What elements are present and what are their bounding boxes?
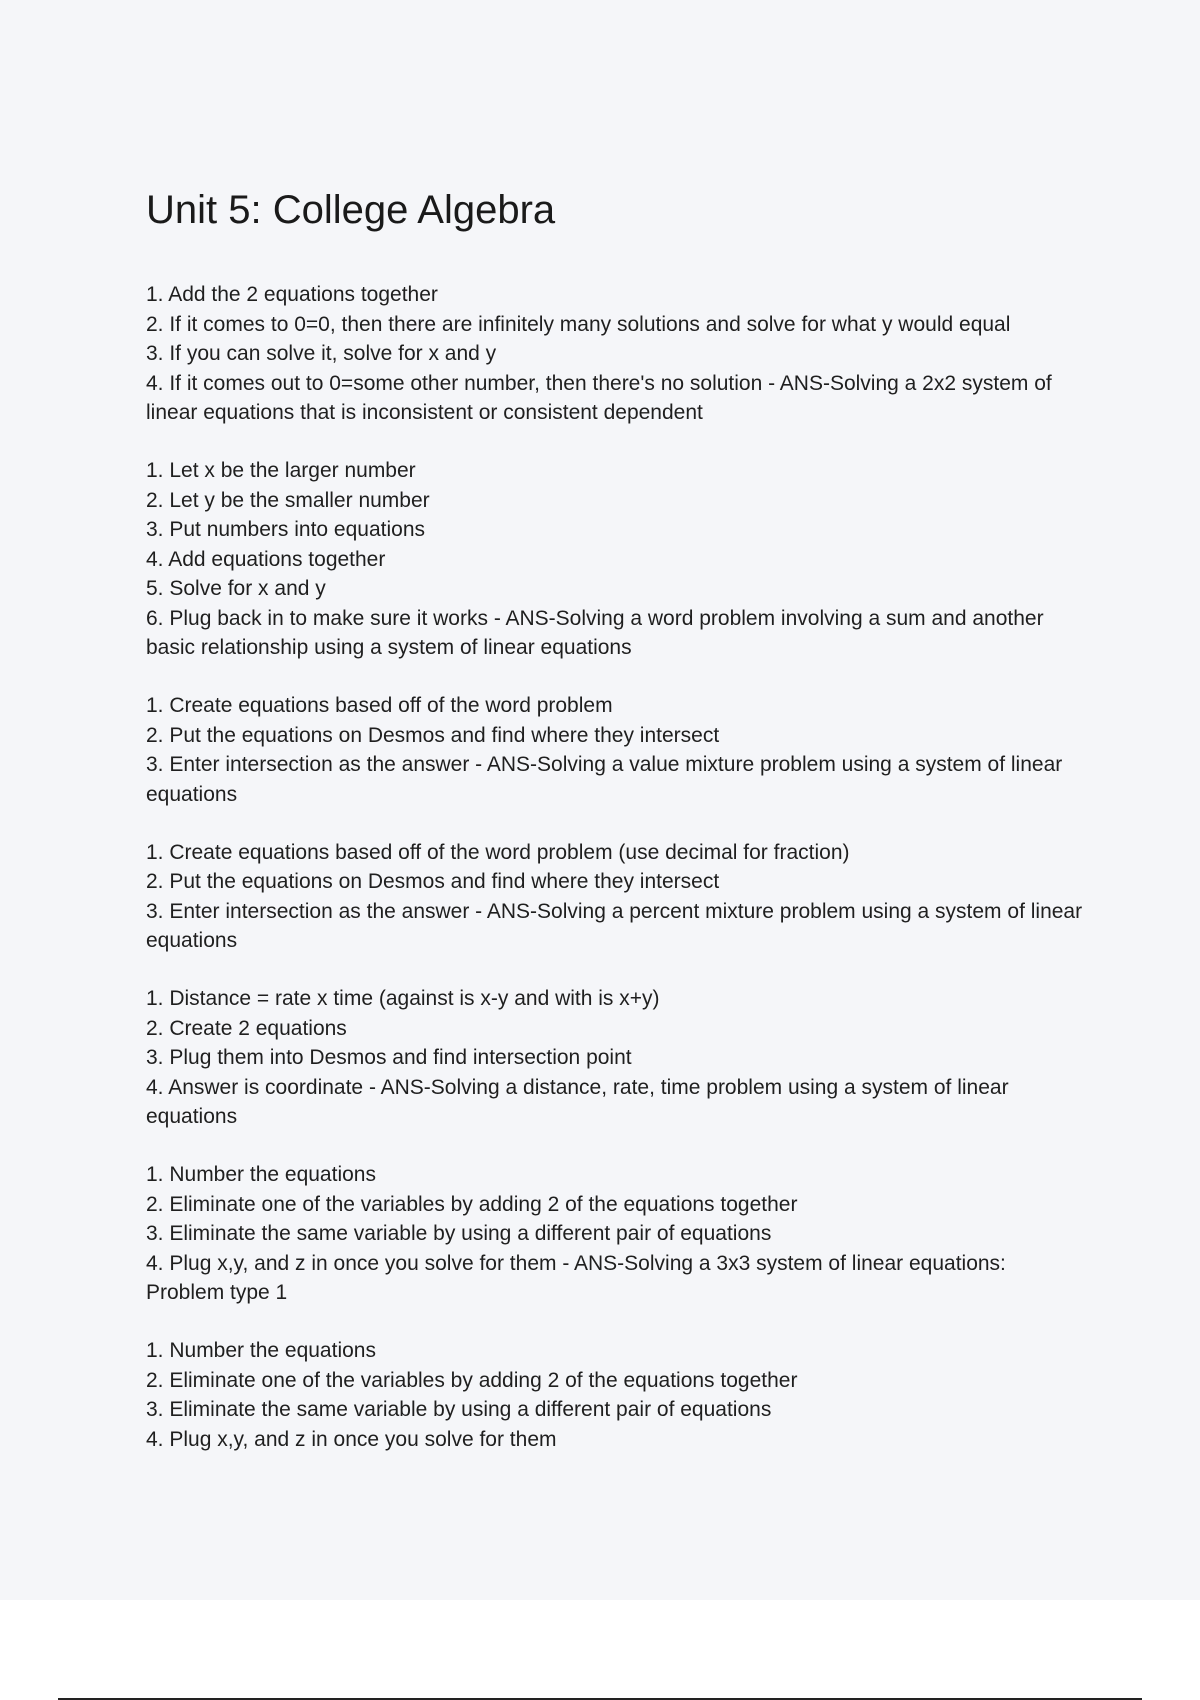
list-item: 4. Plug x,y, and z in once you solve for them - ANS-Solving a 3x3 system of linear equations: Problem type 1 [146, 1251, 1006, 1304]
section-3x3-system-continued [146, 1336, 1086, 1454]
section-word-problem-sum [146, 456, 1086, 663]
list-item: 2. Eliminate one of the variables by adding 2 of the equations together [146, 1192, 798, 1216]
list-item: 4. Answer is coordinate - ANS-Solving a distance, rate, time problem using a system of linear equations [146, 1075, 1009, 1128]
list-item: 2. Create 2 equations [146, 1016, 347, 1040]
list-item: 3. Eliminate the same variable by using a different pair of equations [146, 1398, 772, 1421]
list-item: 6. Plug back in to make sure it works - ANS-Solving a word problem involving a sum and another basic relationship using a system of linear equations [146, 606, 1044, 659]
section-percent-mixture [146, 838, 1086, 956]
page-title: Unit 5: College Algebra [146, 188, 556, 232]
list-item: 1. Number the equations [146, 1163, 376, 1186]
list-item: 2. Let y be the smaller number [146, 488, 430, 512]
list-item: 3. Eliminate the same variable by using a different pair of equations [146, 1222, 772, 1245]
list-item: 1. Create equations based off of the word problem [146, 694, 613, 717]
list-item: 1. Distance = rate x time (against is x-y and with is x+y) [146, 987, 660, 1010]
list-item: 3. Plug them into Desmos and find intersection point [146, 1046, 632, 1069]
section-3x3-system-type-1 [146, 1160, 1086, 1308]
list-item: 4. If it comes out to 0=some other number, then there's no solution - ANS-Solving a 2x2 system of linear equations that is inconsistent or consistent dependent [146, 371, 1052, 424]
list-item: 4. Plug x,y, and z in once you solve for them [146, 1427, 557, 1451]
list-item: 2. Put the equations on Desmos and find where they intersect [146, 870, 720, 893]
list-item: 1. Let x be the larger number [146, 459, 416, 482]
list-item: 5. Solve for x and y [146, 577, 326, 600]
list-item: 3. Enter intersection as the answer - ANS-Solving a value mixture problem using a system of linear equations [146, 753, 1063, 806]
list-item: 1. Add the 2 equations together [146, 283, 438, 306]
section-2x2-system [146, 280, 1086, 428]
section-value-mixture [146, 691, 1086, 809]
list-item: 2. Put the equations on Desmos and find where they intersect [146, 723, 720, 747]
list-item: 2. If it comes to 0=0, then there are infinitely many solutions and solve for what y would equal [146, 312, 1011, 336]
list-item: 2. Eliminate one of the variables by adding 2 of the equations together [146, 1368, 798, 1392]
document-content [146, 186, 1086, 1483]
section-distance-rate-time [146, 984, 1086, 1132]
list-item: 3. Put numbers into equations [146, 518, 426, 541]
list-item: 4. Add equations together [146, 547, 386, 571]
list-item: 3. If you can solve it, solve for x and y [146, 342, 497, 365]
list-item: 3. Enter intersection as the answer - ANS-Solving a percent mixture problem using a system of linear equations [146, 899, 1083, 952]
list-item: 1. Number the equations [146, 1339, 376, 1362]
list-item: 1. Create equations based off of the word problem (use decimal for fraction) [146, 840, 850, 864]
